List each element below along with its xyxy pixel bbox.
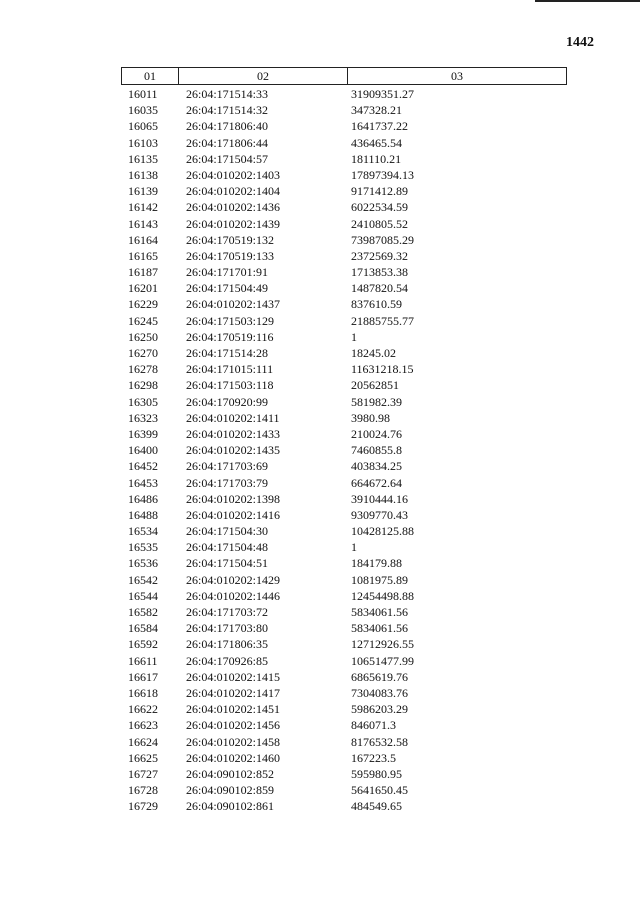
table-cell-3: 403834.25 [351,459,402,474]
table-cell-2: 26:04:010202:1411 [186,410,280,425]
table-cell-1: 16624 [128,734,158,749]
table-cell-2: 26:04:170920:99 [186,394,269,409]
table-cell-2: 26:04:171504:48 [186,540,269,555]
table-cell-2: 26:04:171504:57 [186,151,269,166]
table-cell-1: 16138 [128,167,158,182]
table-row [0,232,640,248]
table-cell-1: 16201 [128,281,158,296]
table-cell-2: 26:04:010202:1415 [186,669,281,684]
table-cell-2: 26:04:171015:111 [186,362,274,377]
table-cell-2: 26:04:171504:51 [186,556,269,571]
table-cell-1: 16103 [128,135,158,150]
table-cell-3: 5641650.45 [351,783,408,798]
table-cell-3: 210024.76 [351,426,402,441]
table-row [0,248,640,264]
top-rule [535,0,640,2]
table-cell-3: 12454498.88 [351,588,414,603]
table-cell-1: 16298 [128,378,158,393]
table-cell-3: 1487820.54 [351,281,408,296]
table-cell-1: 16135 [128,151,158,166]
table-cell-1: 16400 [128,443,158,458]
table-cell-3: 7304083.76 [351,685,408,700]
table-cell-3: 595980.95 [351,766,402,781]
table-cell-2: 26:04:090102:852 [186,766,275,781]
table-cell-3: 1081975.89 [351,572,408,587]
table-cell-2: 26:04:171806:44 [186,135,269,150]
table-cell-3: 7460855.8 [351,443,402,458]
table-cell-1: 16535 [128,540,158,555]
table-row [0,555,640,571]
table-row [0,118,640,134]
table-cell-3: 10428125.88 [351,524,414,539]
table-cell-3: 5834061.56 [351,621,408,636]
table-cell-1: 16592 [128,637,158,652]
table-row [0,669,640,685]
table-row [0,296,640,312]
table-cell-1: 16229 [128,297,158,312]
table-body [0,86,640,814]
table-cell-2: 26:04:170519:132 [186,232,275,247]
table-cell-3: 181110.21 [351,151,402,166]
table-cell-3: 581982.39 [351,394,402,409]
table-cell-2: 26:04:171703:69 [186,459,269,474]
table-cell-1: 16165 [128,248,158,263]
table-cell-2: 26:04:171503:129 [186,313,275,328]
table-row [0,636,640,652]
table-cell-2: 26:04:171504:30 [186,524,269,539]
table-cell-3: 167223.5 [351,750,396,765]
table-row [0,798,640,814]
table-row [0,572,640,588]
table-row [0,361,640,377]
table-cell-3: 347328.21 [351,103,402,118]
table-cell-3: 664672.64 [351,475,402,490]
table-cell-2: 26:04:171514:32 [186,103,269,118]
table-cell-2: 26:04:171503:118 [186,378,274,393]
table-cell-1: 16544 [128,588,158,603]
table-header [121,67,567,85]
table-cell-2: 26:04:171703:72 [186,605,269,619]
table-cell-3: 436465.54 [351,135,402,150]
table-cell-3: 11631218.15 [351,362,414,377]
table-cell-3: 3980.98 [351,410,390,425]
table-cell-2: 26:04:010202:1437 [186,297,281,312]
table-cell-3: 18245.02 [351,346,396,360]
table-cell-2: 26:04:171806:35 [186,637,269,652]
table-cell-3: 2372569.32 [351,248,408,263]
table-row [0,539,640,555]
table-cell-1: 16584 [128,621,158,636]
table-cell-2: 26:04:010202:1446 [186,588,281,603]
table-cell-1: 16399 [128,426,158,441]
table-row [0,620,640,636]
table-row [0,523,640,539]
table-row [0,313,640,329]
table-row [0,86,640,102]
column-header-03: 03 [451,69,463,83]
table-cell-3: 1641737.22 [351,119,408,134]
table-cell-2: 26:04:010202:1458 [186,734,281,749]
table-cell-3: 6865619.76 [351,669,408,684]
table-cell-1: 16488 [128,507,158,522]
table-cell-2: 26:04:010202:1451 [186,702,281,717]
table-cell-3: 5986203.29 [351,702,408,717]
table-cell-3: 31909351.27 [351,87,414,101]
table-cell-1: 16453 [128,475,158,490]
table-cell-2: 26:04:090102:859 [186,783,275,798]
table-cell-1: 16452 [128,459,158,474]
table-cell-1: 16305 [128,394,158,409]
table-row [0,685,640,701]
table-cell-2: 26:04:170519:133 [186,248,275,263]
table-cell-2: 26:04:171514:28 [186,346,269,360]
table-cell-1: 16139 [128,184,158,199]
table-cell-3: 184179.88 [351,556,402,571]
table-row [0,102,640,118]
table-cell-1: 16582 [128,605,158,619]
table-row [0,135,640,151]
table-cell-2: 26:04:171703:79 [186,475,269,490]
table-cell-1: 16625 [128,750,158,765]
table-cell-1: 16250 [128,329,158,344]
table-row [0,199,640,215]
table-cell-1: 16729 [128,799,158,814]
table-cell-1: 16187 [128,265,158,280]
table-cell-3: 837610.59 [351,297,402,312]
table-cell-1: 16245 [128,313,158,328]
table-row [0,151,640,167]
table-cell-1: 16623 [128,718,158,733]
table-cell-3: 1713853.38 [351,265,408,280]
table-cell-1: 16011 [128,87,158,101]
table-cell-3: 6022534.59 [351,200,408,215]
table-cell-2: 26:04:010202:1456 [186,718,281,733]
table-row [0,782,640,798]
table-row [0,750,640,766]
table-cell-1: 16534 [128,524,158,539]
table-cell-1: 16617 [128,669,158,684]
table-row [0,264,640,280]
table-row [0,734,640,750]
table-cell-3: 9309770.43 [351,507,408,522]
table-cell-3: 5834061.56 [351,605,408,619]
table-row [0,717,640,733]
table-cell-1: 16618 [128,685,158,700]
table-cell-3: 1 [351,329,357,344]
table-cell-2: 26:04:171504:49 [186,281,269,296]
table-cell-2: 26:04:010202:1439 [186,216,281,231]
table-cell-3: 21885755.77 [351,313,414,328]
table-cell-1: 16611 [128,653,158,668]
table-cell-3: 8176532.58 [351,734,408,749]
table-row [0,604,640,620]
table-cell-1: 16727 [128,766,158,781]
table-cell-1: 16035 [128,103,158,118]
table-cell-2: 26:04:010202:1398 [186,491,281,506]
table-cell-3: 17897394.13 [351,167,414,182]
table-row [0,458,640,474]
table-row [0,701,640,717]
table-cell-1: 16536 [128,556,158,571]
table-cell-3: 73987085.29 [351,232,414,247]
table-row [0,507,640,523]
table-row [0,766,640,782]
table-cell-1: 16622 [128,702,158,717]
column-header-02: 02 [179,68,348,84]
table-row [0,410,640,426]
table-cell-2: 26:04:010202:1435 [186,443,281,458]
table-cell-3: 2410805.52 [351,216,408,231]
column-header-01: 01 [122,68,179,84]
table-cell-3: 20562851 [351,378,399,393]
table-cell-3: 3910444.16 [351,491,408,506]
table-row [0,377,640,393]
table-cell-1: 16142 [128,200,158,215]
table-cell-2: 26:04:171703:80 [186,621,269,636]
table-cell-2: 26:04:010202:1416 [186,507,281,522]
table-row [0,475,640,491]
table-cell-1: 16278 [128,362,158,377]
table-cell-1: 16486 [128,491,158,506]
table-cell-2: 26:04:010202:1433 [186,426,281,441]
table-row [0,588,640,604]
table-cell-1: 16542 [128,572,158,587]
table-row [0,183,640,199]
table-cell-1: 16143 [128,216,158,231]
table-row [0,394,640,410]
table-row [0,653,640,669]
table-cell-2: 26:04:010202:1404 [186,184,281,199]
table-cell-1: 16164 [128,232,158,247]
table-cell-3: 846071.3 [351,718,396,733]
table-cell-1: 16065 [128,119,158,134]
table-cell-2: 26:04:171806:40 [186,119,269,134]
page-number: 1442 [566,35,594,50]
table-row [0,167,640,183]
table-cell-1: 16728 [128,783,158,798]
table-row [0,426,640,442]
table-cell-2: 26:04:170926:85 [186,653,269,668]
table-row [0,442,640,458]
table-cell-2: 26:04:010202:1417 [186,685,281,700]
table-row [0,345,640,361]
table-cell-2: 26:04:171701:91 [186,265,269,280]
table-cell-3: 10651477.99 [351,653,414,668]
table-cell-2: 26:04:010202:1436 [186,200,281,215]
table-cell-1: 16270 [128,346,158,360]
table-row [0,329,640,345]
table-cell-2: 26:04:170519:116 [186,329,274,344]
table-cell-1: 16323 [128,410,158,425]
table-cell-3: 484549.65 [351,799,402,814]
table-row [0,491,640,507]
table-cell-2: 26:04:010202:1429 [186,572,281,587]
table-cell-2: 26:04:010202:1403 [186,167,281,182]
table-cell-3: 12712926.55 [351,637,414,652]
table-cell-2: 26:04:171514:33 [186,87,269,101]
table-row [0,216,640,232]
table-cell-2: 26:04:090102:861 [186,799,275,814]
table-cell-3: 1 [351,540,357,555]
table-cell-3: 9171412.89 [351,184,408,199]
table-row [0,280,640,296]
table-cell-2: 26:04:010202:1460 [186,750,281,765]
